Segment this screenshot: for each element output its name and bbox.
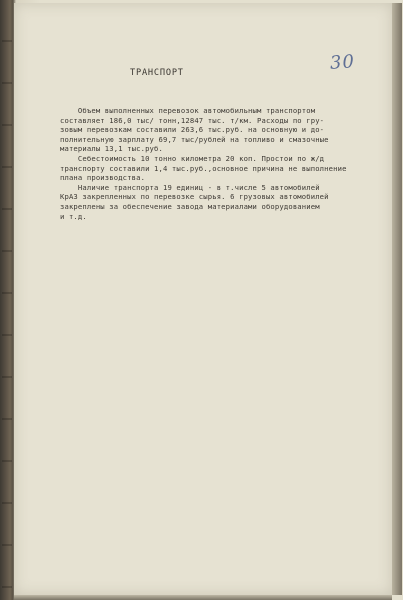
document-body [60, 106, 352, 221]
body-line: Наличие транспорта 19 единиц - в т.числе 5 автомобилей [60, 182, 320, 192]
body-line: Объем выполненных перевозок автомобильным транспортом [60, 106, 316, 115]
body-line: закреплены за обеспечение завода материалами оборудованием [60, 201, 320, 211]
body-line: плана производства. [60, 173, 146, 183]
paper-edge-right [392, 3, 402, 595]
body-line: составляет 186,0 тыс/ тонн,12847 тыс. т/км. Расходы по гру- [60, 115, 325, 125]
document-title: ТРАНСПОРТ [130, 68, 184, 78]
body-line: зовым перевозкам составили 263,6 тыс.руб. на основную и до- [60, 125, 325, 135]
body-line: транспорту составили 1,4 тыс.руб.,основное причина не выполнение [60, 163, 347, 173]
body-line: полнительную зарплату 69,7 тыс/рублей на топливо и смазочные [60, 134, 329, 144]
binding-edge [2, 0, 12, 600]
body-line: КрАЗ закрепленных по перевозке сырья. 6 грузовых автомобилей [60, 192, 329, 202]
handwritten-page-number: 30 [329, 51, 356, 74]
body-line: материалы 13,1 тыс.руб. [60, 144, 163, 154]
body-line: и т.д. [60, 211, 87, 221]
paper-sheet [14, 3, 392, 595]
body-line: Себестоимость 10 тонно километра 20 коп. Простои по ж/д [60, 153, 325, 163]
paper-edge-bottom [14, 595, 392, 600]
